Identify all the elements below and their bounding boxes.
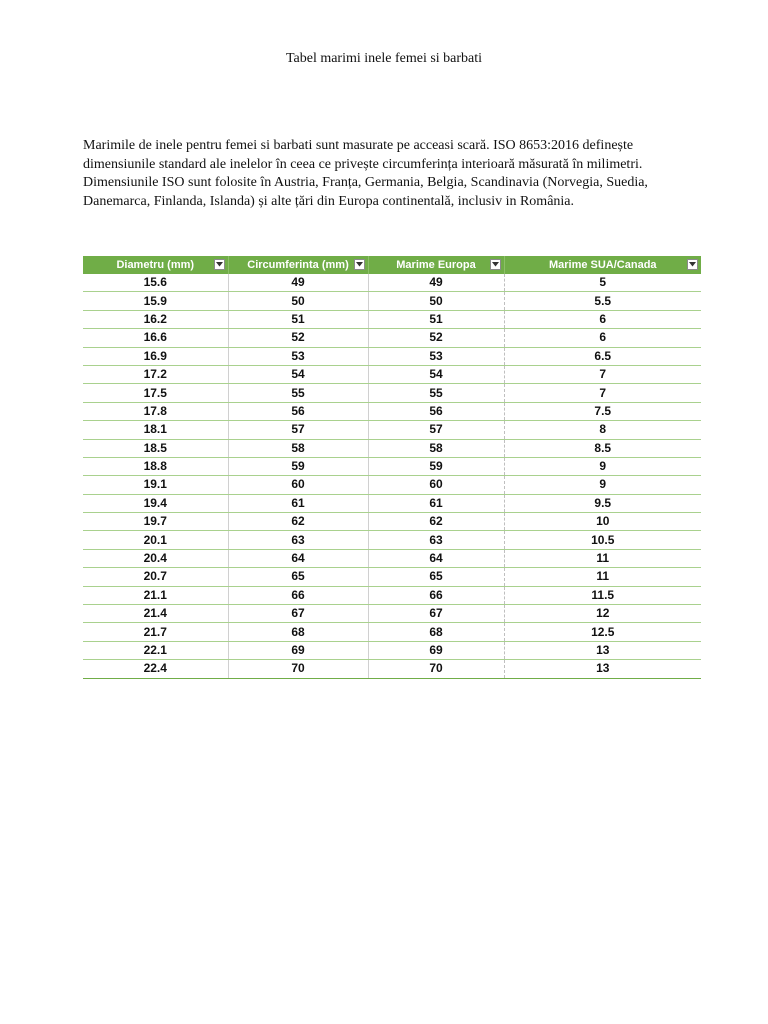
- table-cell: 10.5: [504, 531, 701, 549]
- table-cell: 7.5: [504, 402, 701, 420]
- table-cell: 16.9: [83, 347, 228, 365]
- table-row: [83, 365, 701, 383]
- column-header-label: Diametru (mm): [116, 259, 195, 271]
- table-cell: 52: [368, 329, 504, 347]
- table-cell: 20.4: [83, 549, 228, 567]
- table-cell: 68: [228, 623, 368, 641]
- table-row: [83, 402, 701, 420]
- header-row: [83, 256, 701, 274]
- filter-dropdown-button[interactable]: [687, 259, 698, 270]
- table-cell: 66: [368, 586, 504, 604]
- table-row: [83, 457, 701, 475]
- table-row: [83, 439, 701, 457]
- table-cell: 63: [368, 531, 504, 549]
- table-cell: 19.4: [83, 494, 228, 512]
- table-row: [83, 292, 701, 310]
- table-row: [83, 513, 701, 531]
- table-cell: 15.6: [83, 274, 228, 292]
- table-cell: 64: [368, 549, 504, 567]
- table-cell: 21.4: [83, 605, 228, 623]
- table-cell: 6.5: [504, 347, 701, 365]
- table-cell: 11: [504, 568, 701, 586]
- ring-size-table: [83, 256, 701, 679]
- table-cell: 9: [504, 457, 701, 475]
- table-cell: 15.9: [83, 292, 228, 310]
- table-cell: 6: [504, 329, 701, 347]
- table-row: [83, 494, 701, 512]
- table-cell: 9: [504, 476, 701, 494]
- table-cell: 64: [228, 549, 368, 567]
- table-cell: 9.5: [504, 494, 701, 512]
- filter-dropdown-button[interactable]: [214, 259, 225, 270]
- table-cell: 53: [228, 347, 368, 365]
- table-cell: 20.7: [83, 568, 228, 586]
- table-cell: 17.5: [83, 384, 228, 402]
- table-cell: 13: [504, 641, 701, 659]
- table-cell: 17.8: [83, 402, 228, 420]
- table-cell: 55: [368, 384, 504, 402]
- table-cell: 69: [368, 641, 504, 659]
- table-cell: 53: [368, 347, 504, 365]
- table-cell: 8.5: [504, 439, 701, 457]
- table-cell: 22.4: [83, 660, 228, 678]
- table-cell: 58: [368, 439, 504, 457]
- table-cell: 60: [228, 476, 368, 494]
- table-cell: 62: [228, 513, 368, 531]
- dropdown-filter-icon: [689, 262, 696, 267]
- table-cell: 56: [228, 402, 368, 420]
- table-cell: 67: [368, 605, 504, 623]
- column-header-label: Circumferinta (mm): [247, 259, 349, 271]
- table-row: [83, 384, 701, 402]
- table-cell: 6: [504, 310, 701, 328]
- table-row: [83, 347, 701, 365]
- table-cell: 57: [228, 421, 368, 439]
- table-cell: 68: [368, 623, 504, 641]
- table-row: [83, 605, 701, 623]
- table-cell: 21.1: [83, 586, 228, 604]
- table-cell: 57: [368, 421, 504, 439]
- table-cell: 52: [228, 329, 368, 347]
- table-row: [83, 274, 701, 292]
- dropdown-filter-icon: [356, 262, 363, 267]
- table-cell: 49: [228, 274, 368, 292]
- dropdown-filter-icon: [216, 262, 223, 267]
- table-cell: 7: [504, 365, 701, 383]
- table-cell: 66: [228, 586, 368, 604]
- table-cell: 63: [228, 531, 368, 549]
- filter-dropdown-button[interactable]: [490, 259, 501, 270]
- table-cell: 22.1: [83, 641, 228, 659]
- table-cell: 12: [504, 605, 701, 623]
- table-cell: 50: [228, 292, 368, 310]
- table-cell: 61: [368, 494, 504, 512]
- table-cell: 19.7: [83, 513, 228, 531]
- column-header-marime-sua-canada: [504, 256, 701, 274]
- table-body: [83, 274, 701, 678]
- table-cell: 20.1: [83, 531, 228, 549]
- table-cell: 18.1: [83, 421, 228, 439]
- table-row: [83, 531, 701, 549]
- table-cell: 17.2: [83, 365, 228, 383]
- table-cell: 62: [368, 513, 504, 531]
- table-row: [83, 421, 701, 439]
- table-cell: 18.5: [83, 439, 228, 457]
- table-row: [83, 476, 701, 494]
- table-row: [83, 623, 701, 641]
- table-cell: 18.8: [83, 457, 228, 475]
- table-cell: 59: [368, 457, 504, 475]
- dropdown-filter-icon: [492, 262, 499, 267]
- column-header-circumferinta: [228, 256, 368, 274]
- table-cell: 54: [368, 365, 504, 383]
- table-cell: 54: [228, 365, 368, 383]
- table-cell: 16.2: [83, 310, 228, 328]
- table-cell: 58: [228, 439, 368, 457]
- table-row: [83, 586, 701, 604]
- column-header-label: Marime SUA/Canada: [548, 259, 657, 271]
- table-cell: 12.5: [504, 623, 701, 641]
- table-cell: 70: [228, 660, 368, 678]
- table-cell: 65: [368, 568, 504, 586]
- table-cell: 49: [368, 274, 504, 292]
- column-header-diametru: [83, 256, 228, 274]
- table-cell: 21.7: [83, 623, 228, 641]
- table-cell: 11: [504, 549, 701, 567]
- table-cell: 5: [504, 274, 701, 292]
- table-cell: 55: [228, 384, 368, 402]
- table-cell: 5.5: [504, 292, 701, 310]
- table-cell: 67: [228, 605, 368, 623]
- table-cell: 10: [504, 513, 701, 531]
- table-cell: 11.5: [504, 586, 701, 604]
- table-cell: 7: [504, 384, 701, 402]
- table-row: [83, 641, 701, 659]
- table-row: [83, 549, 701, 567]
- column-header-marime-europa: [368, 256, 504, 274]
- table-cell: 50: [368, 292, 504, 310]
- table-cell: 61: [228, 494, 368, 512]
- table-row: [83, 568, 701, 586]
- document-title: Tabel marimi inele femei si barbati: [285, 51, 483, 66]
- table-row: [83, 660, 701, 678]
- column-header-label: Marime Europa: [396, 259, 476, 271]
- table-cell: 51: [228, 310, 368, 328]
- table-cell: 16.6: [83, 329, 228, 347]
- table-cell: 56: [368, 402, 504, 420]
- table-header: [83, 256, 701, 274]
- table-cell: 8: [504, 421, 701, 439]
- table-cell: 70: [368, 660, 504, 678]
- intro-paragraph: Marimile de inele pentru femei si barbati sunt masurate pe acceasi scară. ISO 8653:2016 definește dimensiunile standard ale inelelor în ceea ce privește circumferința interioară măsurată în milimetri. Dimensiunile ISO sunt folosite în Austria, Franța, Germania, Belgia, Scandinavia (Norvegia, Suedia, Danemarca, Finlanda, Islanda) și alte țări din Europa continentală, inclusiv in România.: [83, 138, 648, 209]
- table-row: [83, 310, 701, 328]
- table-cell: 13: [504, 660, 701, 678]
- table-row: [83, 329, 701, 347]
- table-cell: 19.1: [83, 476, 228, 494]
- filter-dropdown-button[interactable]: [354, 259, 365, 270]
- table-cell: 59: [228, 457, 368, 475]
- table-cell: 65: [228, 568, 368, 586]
- table-cell: 69: [228, 641, 368, 659]
- table-cell: 51: [368, 310, 504, 328]
- table-cell: 60: [368, 476, 504, 494]
